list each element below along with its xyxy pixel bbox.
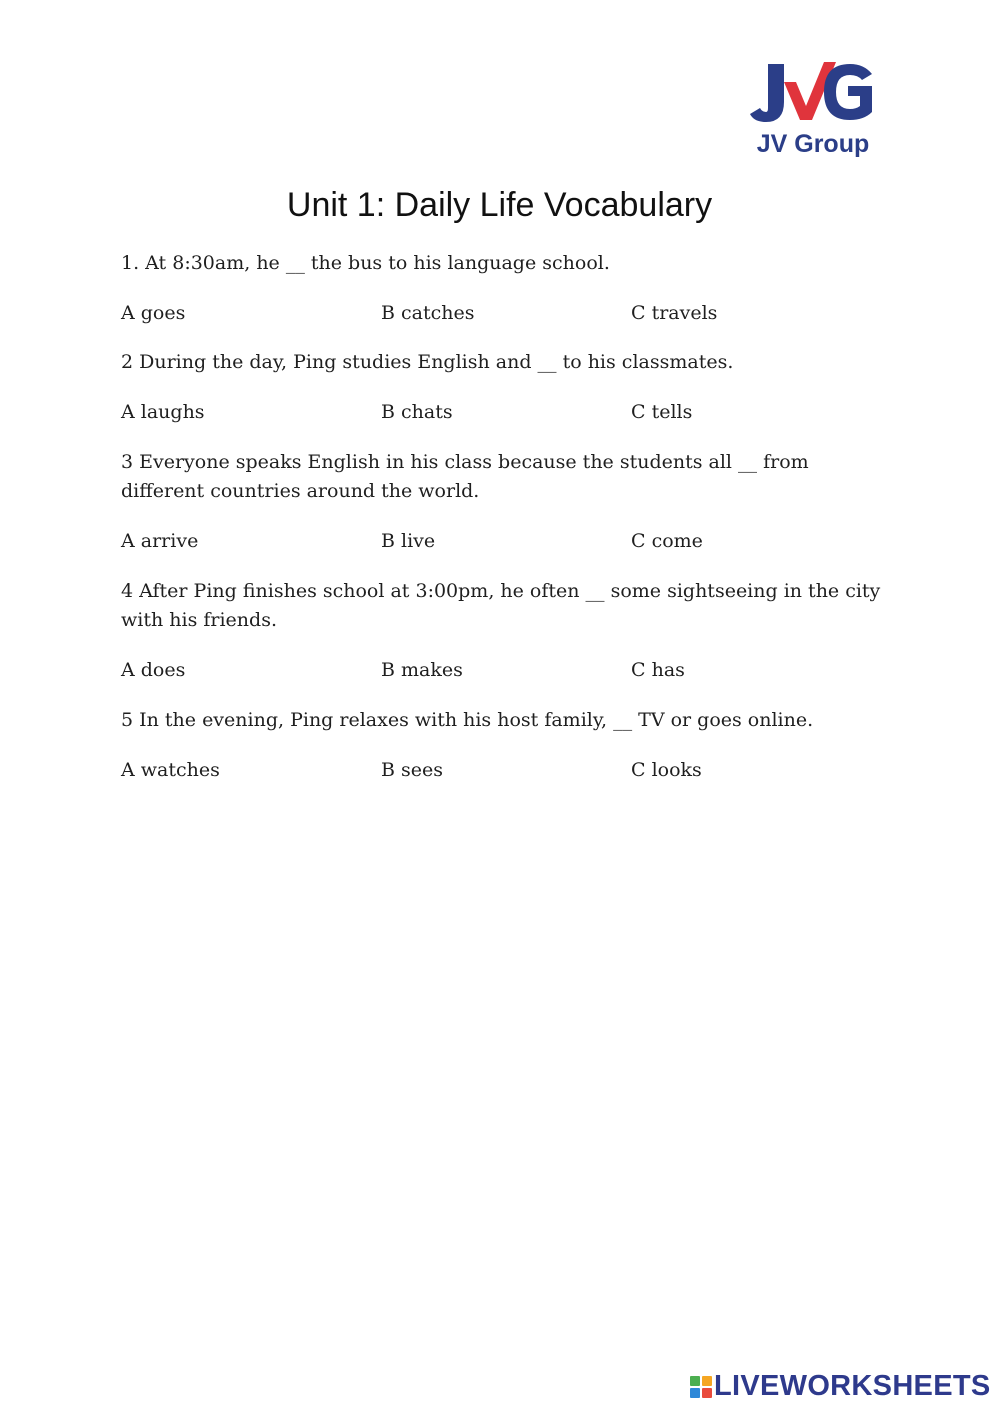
option-c: C has — [631, 659, 685, 681]
option-b: B sees — [381, 759, 443, 781]
option-c: C come — [631, 530, 703, 552]
question-text: 3 Everyone speaks English in his class because the students all __ from different countries around the world. — [121, 451, 809, 502]
option-c: C looks — [631, 759, 702, 781]
option-b: B catches — [381, 302, 475, 324]
option-a: A goes — [121, 302, 186, 324]
option-b: B chats — [381, 401, 453, 423]
jv-group-logo — [750, 60, 880, 160]
question-text: 4 After Ping finishes school at 3:00pm, he often __ some sightseeing in the city with his friends. — [121, 580, 881, 631]
liveworksheets-logo-icon — [690, 1376, 712, 1398]
liveworksheets-brand: LIVEWORKSHEETS — [714, 1370, 991, 1402]
option-b: B live — [381, 530, 436, 552]
option-a: A does — [121, 659, 186, 681]
jvg-logo-icon — [750, 60, 876, 128]
option-a: A arrive — [121, 530, 199, 552]
question-text: 2 During the day, Ping studies English and __ to his classmates. — [121, 351, 734, 373]
option-a: A laughs — [121, 401, 205, 423]
question-text: 5 In the evening, Ping relaxes with his host family, __ TV or goes online. — [121, 709, 814, 731]
option-b: B makes — [381, 659, 463, 681]
option-c: C tells — [631, 401, 693, 423]
question-text: 1. At 8:30am, he __ the bus to his language school. — [121, 252, 610, 274]
liveworksheets-footer[interactable] — [690, 1370, 990, 1404]
logo-text: JV Group — [756, 130, 870, 158]
option-c: C travels — [631, 302, 718, 324]
page-title: Unit 1: Daily Life Vocabulary — [286, 186, 713, 224]
option-a: A watches — [121, 759, 220, 781]
